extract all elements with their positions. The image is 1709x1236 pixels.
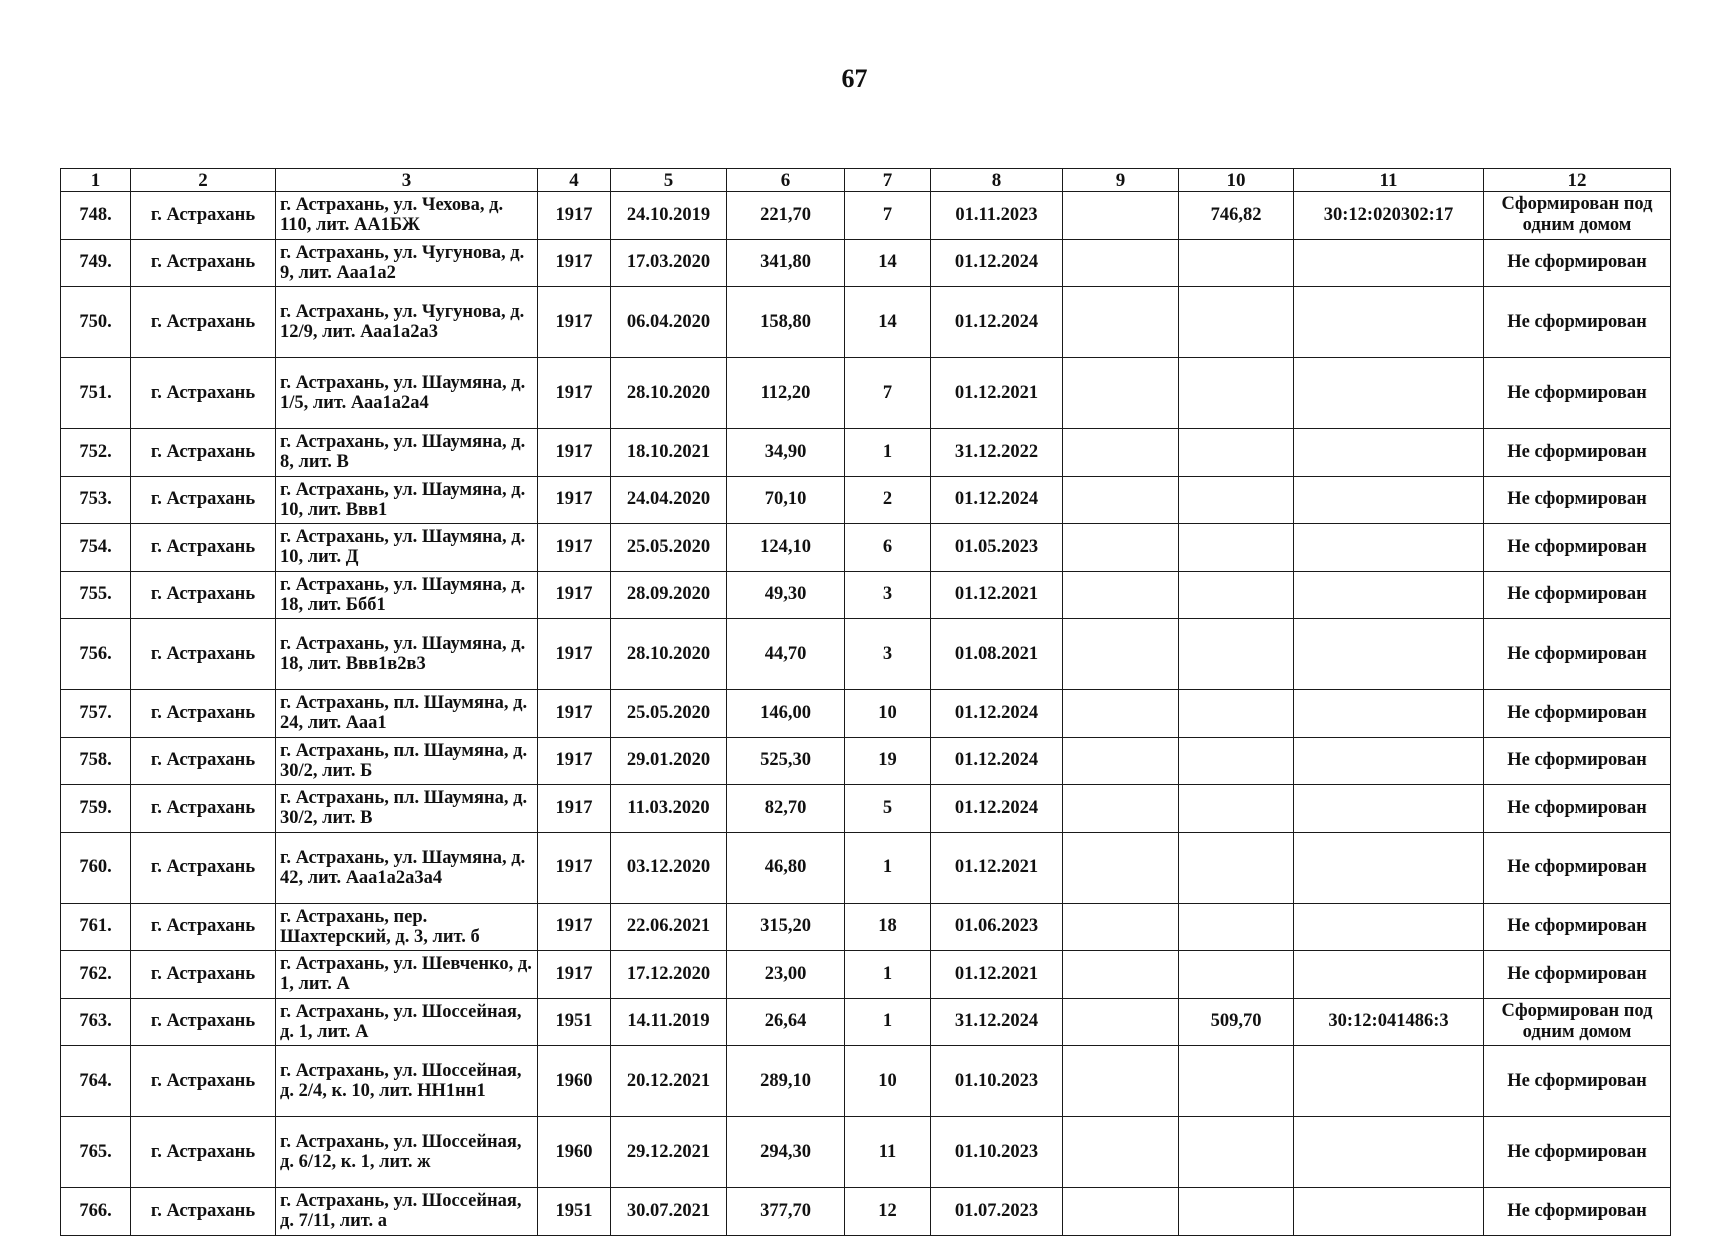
year-cell: 1917 <box>538 429 611 477</box>
date-cell: 17.03.2020 <box>611 239 727 287</box>
column-9-cell <box>1063 1046 1179 1117</box>
column-header: 7 <box>845 169 931 192</box>
row-number-cell: 759. <box>61 785 131 833</box>
column-9-cell <box>1063 571 1179 619</box>
date-cell: 28.09.2020 <box>611 571 727 619</box>
column-header: 9 <box>1063 169 1179 192</box>
row-number-cell: 758. <box>61 737 131 785</box>
status-cell: Не сформирован <box>1484 737 1671 785</box>
land-area-cell <box>1179 571 1294 619</box>
row-number-cell: 750. <box>61 287 131 358</box>
city-cell: г. Астрахань <box>131 619 276 690</box>
land-area-cell <box>1179 690 1294 738</box>
deadline-cell: 01.12.2024 <box>931 737 1063 785</box>
status-cell: Не сформирован <box>1484 358 1671 429</box>
status-cell: Не сформирован <box>1484 951 1671 999</box>
column-9-cell <box>1063 239 1179 287</box>
row-number-cell: 760. <box>61 832 131 903</box>
address-cell: г. Астрахань, ул. Шоссейная, д. 6/12, к. 1, лит. ж <box>276 1117 538 1188</box>
city-cell: г. Астрахань <box>131 1046 276 1117</box>
year-cell: 1917 <box>538 951 611 999</box>
residents-cell: 18 <box>845 903 931 951</box>
table-row <box>61 832 1671 903</box>
row-number-cell: 762. <box>61 951 131 999</box>
row-number-cell: 754. <box>61 524 131 572</box>
residents-cell: 5 <box>845 785 931 833</box>
cadastral-number-cell <box>1294 690 1484 738</box>
table-row <box>61 1188 1671 1236</box>
year-cell: 1917 <box>538 524 611 572</box>
table-row <box>61 951 1671 999</box>
column-9-cell <box>1063 287 1179 358</box>
row-number-cell: 752. <box>61 429 131 477</box>
residents-cell: 12 <box>845 1188 931 1236</box>
deadline-cell: 01.07.2023 <box>931 1188 1063 1236</box>
column-9-cell <box>1063 690 1179 738</box>
city-cell: г. Астрахань <box>131 1188 276 1236</box>
column-9-cell <box>1063 476 1179 524</box>
status-cell: Не сформирован <box>1484 832 1671 903</box>
cadastral-number-cell <box>1294 1046 1484 1117</box>
land-area-cell <box>1179 476 1294 524</box>
cadastral-number-cell <box>1294 737 1484 785</box>
deadline-cell: 01.12.2024 <box>931 287 1063 358</box>
deadline-cell: 01.08.2021 <box>931 619 1063 690</box>
address-cell: г. Астрахань, ул. Чугунова, д. 12/9, лит. Ааа1а2а3 <box>276 287 538 358</box>
status-cell: Не сформирован <box>1484 476 1671 524</box>
date-cell: 20.12.2021 <box>611 1046 727 1117</box>
city-cell: г. Астрахань <box>131 476 276 524</box>
residents-cell: 10 <box>845 690 931 738</box>
cadastral-number-cell <box>1294 476 1484 524</box>
column-9-cell <box>1063 951 1179 999</box>
row-number-cell: 764. <box>61 1046 131 1117</box>
city-cell: г. Астрахань <box>131 358 276 429</box>
date-cell: 28.10.2020 <box>611 358 727 429</box>
column-header: 6 <box>727 169 845 192</box>
city-cell: г. Астрахань <box>131 690 276 738</box>
land-area-cell <box>1179 1046 1294 1117</box>
column-header: 2 <box>131 169 276 192</box>
area-cell: 377,70 <box>727 1188 845 1236</box>
year-cell: 1917 <box>538 358 611 429</box>
column-9-cell <box>1063 998 1179 1046</box>
deadline-cell: 01.11.2023 <box>931 192 1063 240</box>
residents-cell: 1 <box>845 429 931 477</box>
status-cell: Не сформирован <box>1484 239 1671 287</box>
table-row <box>61 1046 1671 1117</box>
table-row <box>61 785 1671 833</box>
land-area-cell <box>1179 619 1294 690</box>
deadline-cell: 01.12.2021 <box>931 358 1063 429</box>
table-row <box>61 239 1671 287</box>
year-cell: 1951 <box>538 998 611 1046</box>
date-cell: 24.04.2020 <box>611 476 727 524</box>
residents-cell: 1 <box>845 832 931 903</box>
address-cell: г. Астрахань, ул. Шаумяна, д. 10, лит. Ввв1 <box>276 476 538 524</box>
area-cell: 146,00 <box>727 690 845 738</box>
land-area-cell: 746,82 <box>1179 192 1294 240</box>
date-cell: 29.12.2021 <box>611 1117 727 1188</box>
address-cell: г. Астрахань, ул. Чугунова, д. 9, лит. Ааа1а2 <box>276 239 538 287</box>
year-cell: 1917 <box>538 476 611 524</box>
cadastral-number-cell <box>1294 832 1484 903</box>
status-cell: Сформирован под одним домом <box>1484 998 1671 1046</box>
status-cell: Не сформирован <box>1484 1188 1671 1236</box>
area-cell: 221,70 <box>727 192 845 240</box>
address-cell: г. Астрахань, ул. Шаумяна, д. 8, лит. В <box>276 429 538 477</box>
area-cell: 315,20 <box>727 903 845 951</box>
cadastral-number-cell <box>1294 951 1484 999</box>
land-area-cell <box>1179 832 1294 903</box>
cadastral-number-cell: 30:12:041486:3 <box>1294 998 1484 1046</box>
date-cell: 28.10.2020 <box>611 619 727 690</box>
city-cell: г. Астрахань <box>131 429 276 477</box>
area-cell: 44,70 <box>727 619 845 690</box>
area-cell: 124,10 <box>727 524 845 572</box>
residents-cell: 7 <box>845 358 931 429</box>
column-header: 11 <box>1294 169 1484 192</box>
status-cell: Не сформирован <box>1484 1046 1671 1117</box>
address-cell: г. Астрахань, пл. Шаумяна, д. 30/2, лит. В <box>276 785 538 833</box>
table-row <box>61 690 1671 738</box>
area-cell: 26,64 <box>727 998 845 1046</box>
address-cell: г. Астрахань, пл. Шаумяна, д. 24, лит. Ааа1 <box>276 690 538 738</box>
date-cell: 30.07.2021 <box>611 1188 727 1236</box>
cadastral-number-cell <box>1294 903 1484 951</box>
residents-cell: 14 <box>845 239 931 287</box>
residents-cell: 7 <box>845 192 931 240</box>
table-row <box>61 476 1671 524</box>
year-cell: 1917 <box>538 832 611 903</box>
land-area-cell: 509,70 <box>1179 998 1294 1046</box>
cadastral-number-cell <box>1294 524 1484 572</box>
table-row <box>61 524 1671 572</box>
land-area-cell <box>1179 951 1294 999</box>
table-row <box>61 1117 1671 1188</box>
column-header: 10 <box>1179 169 1294 192</box>
year-cell: 1917 <box>538 239 611 287</box>
land-area-cell <box>1179 903 1294 951</box>
deadline-cell: 01.10.2023 <box>931 1046 1063 1117</box>
table-row <box>61 429 1671 477</box>
residents-cell: 1 <box>845 998 931 1046</box>
status-cell: Не сформирован <box>1484 1117 1671 1188</box>
year-cell: 1960 <box>538 1046 611 1117</box>
area-cell: 23,00 <box>727 951 845 999</box>
city-cell: г. Астрахань <box>131 192 276 240</box>
land-area-cell <box>1179 358 1294 429</box>
row-number-cell: 765. <box>61 1117 131 1188</box>
land-area-cell <box>1179 1117 1294 1188</box>
column-9-cell <box>1063 785 1179 833</box>
land-area-cell <box>1179 785 1294 833</box>
row-number-cell: 757. <box>61 690 131 738</box>
address-cell: г. Астрахань, ул. Шаумяна, д. 42, лит. Ааа1а2а3а4 <box>276 832 538 903</box>
address-cell: г. Астрахань, ул. Шаумяна, д. 1/5, лит. Ааа1а2а4 <box>276 358 538 429</box>
land-area-cell <box>1179 429 1294 477</box>
area-cell: 294,30 <box>727 1117 845 1188</box>
address-cell: г. Астрахань, ул. Шаумяна, д. 18, лит. Ббб1 <box>276 571 538 619</box>
column-9-cell <box>1063 903 1179 951</box>
column-header: 8 <box>931 169 1063 192</box>
table-row <box>61 358 1671 429</box>
city-cell: г. Астрахань <box>131 903 276 951</box>
residents-cell: 19 <box>845 737 931 785</box>
address-cell: г. Астрахань, ул. Шаумяна, д. 10, лит. Д <box>276 524 538 572</box>
cadastral-number-cell <box>1294 571 1484 619</box>
deadline-cell: 01.12.2024 <box>931 690 1063 738</box>
cadastral-number-cell <box>1294 358 1484 429</box>
status-cell: Не сформирован <box>1484 429 1671 477</box>
page-number: 67 <box>841 64 868 93</box>
city-cell: г. Астрахань <box>131 832 276 903</box>
cadastral-number-cell <box>1294 785 1484 833</box>
row-number-cell: 753. <box>61 476 131 524</box>
date-cell: 25.05.2020 <box>611 524 727 572</box>
area-cell: 82,70 <box>727 785 845 833</box>
date-cell: 29.01.2020 <box>611 737 727 785</box>
column-header: 4 <box>538 169 611 192</box>
status-cell: Не сформирован <box>1484 571 1671 619</box>
year-cell: 1960 <box>538 1117 611 1188</box>
status-cell: Сформирован под одним домом <box>1484 192 1671 240</box>
date-cell: 17.12.2020 <box>611 951 727 999</box>
deadline-cell: 31.12.2024 <box>931 998 1063 1046</box>
column-9-cell <box>1063 1117 1179 1188</box>
date-cell: 03.12.2020 <box>611 832 727 903</box>
deadline-cell: 01.12.2021 <box>931 832 1063 903</box>
year-cell: 1917 <box>538 785 611 833</box>
cadastral-number-cell <box>1294 619 1484 690</box>
row-number-cell: 766. <box>61 1188 131 1236</box>
land-area-cell <box>1179 1188 1294 1236</box>
year-cell: 1917 <box>538 192 611 240</box>
status-cell: Не сформирован <box>1484 619 1671 690</box>
city-cell: г. Астрахань <box>131 998 276 1046</box>
area-cell: 158,80 <box>727 287 845 358</box>
city-cell: г. Астрахань <box>131 785 276 833</box>
deadline-cell: 01.12.2024 <box>931 785 1063 833</box>
cadastral-number-cell: 30:12:020302:17 <box>1294 192 1484 240</box>
deadline-cell: 01.12.2024 <box>931 476 1063 524</box>
residents-cell: 3 <box>845 571 931 619</box>
land-area-cell <box>1179 524 1294 572</box>
date-cell: 11.03.2020 <box>611 785 727 833</box>
area-cell: 289,10 <box>727 1046 845 1117</box>
housing-table <box>60 168 1671 1236</box>
area-cell: 525,30 <box>727 737 845 785</box>
status-cell: Не сформирован <box>1484 524 1671 572</box>
area-cell: 46,80 <box>727 832 845 903</box>
city-cell: г. Астрахань <box>131 951 276 999</box>
land-area-cell <box>1179 737 1294 785</box>
city-cell: г. Астрахань <box>131 571 276 619</box>
column-header: 5 <box>611 169 727 192</box>
cadastral-number-cell <box>1294 1117 1484 1188</box>
residents-cell: 1 <box>845 951 931 999</box>
column-9-cell <box>1063 737 1179 785</box>
residents-cell: 3 <box>845 619 931 690</box>
status-cell: Не сформирован <box>1484 690 1671 738</box>
city-cell: г. Астрахань <box>131 287 276 358</box>
year-cell: 1951 <box>538 1188 611 1236</box>
address-cell: г. Астрахань, ул. Шоссейная, д. 2/4, к. 10, лит. НН1нн1 <box>276 1046 538 1117</box>
column-9-cell <box>1063 192 1179 240</box>
row-number-cell: 763. <box>61 998 131 1046</box>
address-cell: г. Астрахань, ул. Шоссейная, д. 7/11, лит. а <box>276 1188 538 1236</box>
cadastral-number-cell <box>1294 429 1484 477</box>
city-cell: г. Астрахань <box>131 737 276 785</box>
column-9-cell <box>1063 619 1179 690</box>
table-row <box>61 998 1671 1046</box>
deadline-cell: 31.12.2022 <box>931 429 1063 477</box>
column-number-row <box>61 169 1671 192</box>
row-number-cell: 748. <box>61 192 131 240</box>
deadline-cell: 01.10.2023 <box>931 1117 1063 1188</box>
area-cell: 49,30 <box>727 571 845 619</box>
area-cell: 34,90 <box>727 429 845 477</box>
column-header: 3 <box>276 169 538 192</box>
status-cell: Не сформирован <box>1484 287 1671 358</box>
deadline-cell: 01.12.2024 <box>931 239 1063 287</box>
land-area-cell <box>1179 239 1294 287</box>
row-number-cell: 755. <box>61 571 131 619</box>
date-cell: 24.10.2019 <box>611 192 727 240</box>
deadline-cell: 01.12.2021 <box>931 951 1063 999</box>
column-9-cell <box>1063 358 1179 429</box>
row-number-cell: 761. <box>61 903 131 951</box>
area-cell: 341,80 <box>727 239 845 287</box>
table-row <box>61 737 1671 785</box>
city-cell: г. Астрахань <box>131 524 276 572</box>
year-cell: 1917 <box>538 903 611 951</box>
table-row <box>61 287 1671 358</box>
address-cell: г. Астрахань, ул. Чехова, д. 110, лит. АА1БЖ <box>276 192 538 240</box>
city-cell: г. Астрахань <box>131 239 276 287</box>
area-cell: 70,10 <box>727 476 845 524</box>
column-9-cell <box>1063 832 1179 903</box>
year-cell: 1917 <box>538 737 611 785</box>
row-number-cell: 751. <box>61 358 131 429</box>
row-number-cell: 749. <box>61 239 131 287</box>
residents-cell: 6 <box>845 524 931 572</box>
residents-cell: 14 <box>845 287 931 358</box>
address-cell: г. Астрахань, пл. Шаумяна, д. 30/2, лит. Б <box>276 737 538 785</box>
date-cell: 14.11.2019 <box>611 998 727 1046</box>
city-cell: г. Астрахань <box>131 1117 276 1188</box>
deadline-cell: 01.06.2023 <box>931 903 1063 951</box>
column-header: 1 <box>61 169 131 192</box>
address-cell: г. Астрахань, пер. Шахтерский, д. 3, лит. б <box>276 903 538 951</box>
table-row <box>61 192 1671 240</box>
year-cell: 1917 <box>538 619 611 690</box>
address-cell: г. Астрахань, ул. Шоссейная, д. 1, лит. А <box>276 998 538 1046</box>
deadline-cell: 01.12.2021 <box>931 571 1063 619</box>
status-cell: Не сформирован <box>1484 785 1671 833</box>
cadastral-number-cell <box>1294 1188 1484 1236</box>
column-9-cell <box>1063 429 1179 477</box>
year-cell: 1917 <box>538 571 611 619</box>
date-cell: 22.06.2021 <box>611 903 727 951</box>
column-header: 12 <box>1484 169 1671 192</box>
row-number-cell: 756. <box>61 619 131 690</box>
year-cell: 1917 <box>538 287 611 358</box>
status-cell: Не сформирован <box>1484 903 1671 951</box>
cadastral-number-cell <box>1294 287 1484 358</box>
table-row <box>61 903 1671 951</box>
land-area-cell <box>1179 287 1294 358</box>
deadline-cell: 01.05.2023 <box>931 524 1063 572</box>
residents-cell: 11 <box>845 1117 931 1188</box>
year-cell: 1917 <box>538 690 611 738</box>
residents-cell: 10 <box>845 1046 931 1117</box>
date-cell: 06.04.2020 <box>611 287 727 358</box>
cadastral-number-cell <box>1294 239 1484 287</box>
date-cell: 18.10.2021 <box>611 429 727 477</box>
address-cell: г. Астрахань, ул. Шевченко, д. 1, лит. А <box>276 951 538 999</box>
residents-cell: 2 <box>845 476 931 524</box>
table-row <box>61 571 1671 619</box>
column-9-cell <box>1063 1188 1179 1236</box>
column-9-cell <box>1063 524 1179 572</box>
area-cell: 112,20 <box>727 358 845 429</box>
table-row <box>61 619 1671 690</box>
date-cell: 25.05.2020 <box>611 690 727 738</box>
address-cell: г. Астрахань, ул. Шаумяна, д. 18, лит. Ввв1в2в3 <box>276 619 538 690</box>
